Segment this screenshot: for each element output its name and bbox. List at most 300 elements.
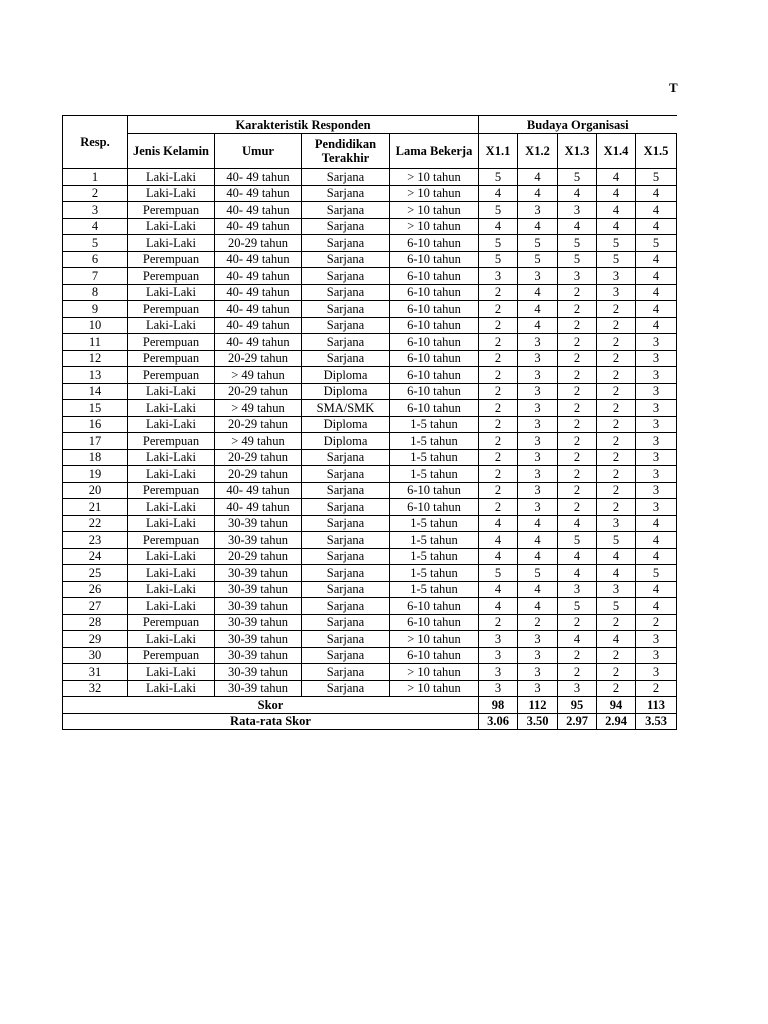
cell-jenis-kelamin: Laki-Laki <box>128 515 215 532</box>
cell-x1-2: 3 <box>518 466 558 483</box>
cell-lama-bekerja: 6-10 tahun <box>390 647 479 664</box>
header-umur: Umur <box>215 134 302 169</box>
cell-jenis-kelamin: Laki-Laki <box>128 548 215 565</box>
cell-x1-3: 4 <box>558 548 597 565</box>
cell-resp-number: 5 <box>63 235 128 252</box>
cell-jenis-kelamin: Laki-Laki <box>128 383 215 400</box>
cell-lama-bekerja: 6-10 tahun <box>390 301 479 318</box>
cell-x1-2: 4 <box>518 284 558 301</box>
header-pendidikan-line1: Pendidikan <box>314 137 377 151</box>
cell-x1-2: 3 <box>518 647 558 664</box>
cell-jenis-kelamin: Laki-Laki <box>128 664 215 681</box>
cell-pendidikan: Sarjana <box>302 251 390 268</box>
cell-pendidikan: Sarjana <box>302 482 390 499</box>
responden-table <box>62 115 677 730</box>
cell-resp-number: 29 <box>63 631 128 648</box>
cell-pendidikan: Sarjana <box>302 647 390 664</box>
cell-x1-5: 3 <box>636 334 677 351</box>
cell-pendidikan: SMA/SMK <box>302 400 390 417</box>
table-row <box>63 581 677 598</box>
cell-lama-bekerja: 1-5 tahun <box>390 433 479 450</box>
cell-x1-1: 4 <box>479 548 518 565</box>
cell-jenis-kelamin: Laki-Laki <box>128 317 215 334</box>
cell-pendidikan: Sarjana <box>302 350 390 367</box>
cell-pendidikan: Diploma <box>302 367 390 384</box>
cell-jenis-kelamin: Laki-Laki <box>128 218 215 235</box>
header-group-budaya: Budaya Organisasi <box>479 116 677 134</box>
cell-x1-1: 2 <box>479 350 518 367</box>
cell-x1-2: 5 <box>518 251 558 268</box>
cell-lama-bekerja: 6-10 tahun <box>390 268 479 285</box>
cell-x1-4: 4 <box>597 185 636 202</box>
cell-x1-1: 2 <box>479 499 518 516</box>
cell-lama-bekerja: 6-10 tahun <box>390 400 479 417</box>
cell-x1-2: 4 <box>518 548 558 565</box>
rata-x1-5: 3.53 <box>636 713 677 730</box>
cell-x1-4: 5 <box>597 532 636 549</box>
cell-pendidikan: Sarjana <box>302 614 390 631</box>
cell-x1-2: 4 <box>518 185 558 202</box>
cell-x1-1: 4 <box>479 218 518 235</box>
cell-x1-2: 3 <box>518 482 558 499</box>
cell-umur: 40- 49 tahun <box>215 185 302 202</box>
cell-x1-5: 3 <box>636 449 677 466</box>
cell-x1-1: 4 <box>479 185 518 202</box>
skor-label: Skor <box>63 697 479 714</box>
cell-lama-bekerja: 1-5 tahun <box>390 515 479 532</box>
cell-x1-5: 3 <box>636 466 677 483</box>
cell-jenis-kelamin: Laki-Laki <box>128 169 215 186</box>
cell-jenis-kelamin: Perempuan <box>128 350 215 367</box>
cell-umur: 40- 49 tahun <box>215 482 302 499</box>
table-row <box>63 482 677 499</box>
cell-lama-bekerja: 1-5 tahun <box>390 449 479 466</box>
cell-resp-number: 21 <box>63 499 128 516</box>
cell-x1-4: 4 <box>597 202 636 219</box>
cell-umur: 20-29 tahun <box>215 449 302 466</box>
cell-x1-5: 3 <box>636 499 677 516</box>
cell-resp-number: 1 <box>63 169 128 186</box>
cell-x1-3: 3 <box>558 680 597 697</box>
cell-resp-number: 3 <box>63 202 128 219</box>
table-row <box>63 235 677 252</box>
cell-x1-2: 3 <box>518 383 558 400</box>
cell-umur: 30-39 tahun <box>215 515 302 532</box>
cell-x1-4: 2 <box>597 400 636 417</box>
cell-x1-3: 2 <box>558 614 597 631</box>
cell-pendidikan: Sarjana <box>302 301 390 318</box>
cell-pendidikan: Sarjana <box>302 268 390 285</box>
cell-resp-number: 13 <box>63 367 128 384</box>
table-row <box>63 416 677 433</box>
cell-x1-4: 2 <box>597 367 636 384</box>
cell-x1-3: 2 <box>558 416 597 433</box>
cell-x1-5: 3 <box>636 400 677 417</box>
rata-x1-2: 3.50 <box>518 713 558 730</box>
table-row <box>63 466 677 483</box>
cell-x1-1: 3 <box>479 268 518 285</box>
cell-pendidikan: Sarjana <box>302 565 390 582</box>
cell-x1-3: 5 <box>558 598 597 615</box>
cell-x1-1: 2 <box>479 449 518 466</box>
cell-x1-1: 2 <box>479 367 518 384</box>
table-row <box>63 532 677 549</box>
cell-lama-bekerja: 6-10 tahun <box>390 350 479 367</box>
cell-resp-number: 15 <box>63 400 128 417</box>
cell-lama-bekerja: 1-5 tahun <box>390 581 479 598</box>
cell-resp-number: 31 <box>63 664 128 681</box>
cell-x1-5: 2 <box>636 680 677 697</box>
header-pendidikan-line2: Terakhir <box>321 151 370 165</box>
skor-x1-2: 112 <box>518 697 558 714</box>
cell-x1-4: 2 <box>597 433 636 450</box>
cell-x1-4: 4 <box>597 548 636 565</box>
cell-pendidikan: Sarjana <box>302 284 390 301</box>
cell-pendidikan: Sarjana <box>302 449 390 466</box>
cell-x1-1: 2 <box>479 317 518 334</box>
cell-x1-5: 4 <box>636 598 677 615</box>
cell-x1-5: 3 <box>636 664 677 681</box>
rata-x1-1: 3.06 <box>479 713 518 730</box>
cell-lama-bekerja: 6-10 tahun <box>390 334 479 351</box>
cell-umur: 20-29 tahun <box>215 466 302 483</box>
cell-x1-5: 4 <box>636 317 677 334</box>
table-row <box>63 680 677 697</box>
cell-x1-5: 5 <box>636 235 677 252</box>
cell-x1-1: 2 <box>479 284 518 301</box>
cell-x1-4: 4 <box>597 631 636 648</box>
cell-x1-2: 4 <box>518 581 558 598</box>
cell-x1-3: 2 <box>558 301 597 318</box>
header-resp: Resp. <box>63 116 128 169</box>
cell-x1-5: 4 <box>636 301 677 318</box>
cell-jenis-kelamin: Laki-Laki <box>128 416 215 433</box>
cell-umur: 30-39 tahun <box>215 565 302 582</box>
cell-jenis-kelamin: Perempuan <box>128 268 215 285</box>
cell-x1-3: 2 <box>558 350 597 367</box>
cell-x1-5: 5 <box>636 565 677 582</box>
cell-x1-5: 2 <box>636 614 677 631</box>
cell-jenis-kelamin: Laki-Laki <box>128 449 215 466</box>
cell-x1-1: 4 <box>479 532 518 549</box>
cell-x1-2: 3 <box>518 268 558 285</box>
cell-resp-number: 4 <box>63 218 128 235</box>
cell-lama-bekerja: > 10 tahun <box>390 169 479 186</box>
cell-resp-number: 2 <box>63 185 128 202</box>
cell-x1-2: 3 <box>518 433 558 450</box>
cell-x1-1: 2 <box>479 482 518 499</box>
cell-x1-3: 2 <box>558 367 597 384</box>
cell-x1-2: 5 <box>518 565 558 582</box>
cell-pendidikan: Sarjana <box>302 202 390 219</box>
cell-x1-3: 2 <box>558 284 597 301</box>
cell-x1-1: 4 <box>479 515 518 532</box>
cell-pendidikan: Sarjana <box>302 499 390 516</box>
table-row <box>63 301 677 318</box>
cell-x1-4: 2 <box>597 334 636 351</box>
cell-x1-2: 3 <box>518 416 558 433</box>
table-row <box>63 350 677 367</box>
cell-x1-5: 3 <box>636 482 677 499</box>
cell-x1-2: 3 <box>518 499 558 516</box>
cell-lama-bekerja: 6-10 tahun <box>390 598 479 615</box>
table-row <box>63 548 677 565</box>
cell-x1-2: 4 <box>518 598 558 615</box>
table-row <box>63 433 677 450</box>
cell-x1-3: 5 <box>558 235 597 252</box>
cell-x1-3: 3 <box>558 581 597 598</box>
cell-x1-4: 2 <box>597 664 636 681</box>
cell-umur: 40- 49 tahun <box>215 251 302 268</box>
skor-row <box>63 697 677 714</box>
cell-umur: 30-39 tahun <box>215 647 302 664</box>
cell-x1-3: 4 <box>558 631 597 648</box>
cell-x1-5: 4 <box>636 218 677 235</box>
cell-x1-1: 2 <box>479 301 518 318</box>
cell-x1-1: 2 <box>479 466 518 483</box>
cell-umur: 40- 49 tahun <box>215 218 302 235</box>
cell-jenis-kelamin: Perempuan <box>128 202 215 219</box>
cell-x1-4: 2 <box>597 449 636 466</box>
cell-x1-4: 2 <box>597 482 636 499</box>
cell-resp-number: 9 <box>63 301 128 318</box>
cell-lama-bekerja: 6-10 tahun <box>390 251 479 268</box>
cell-lama-bekerja: > 10 tahun <box>390 631 479 648</box>
cell-x1-2: 4 <box>518 317 558 334</box>
cell-x1-4: 4 <box>597 565 636 582</box>
cell-x1-3: 2 <box>558 400 597 417</box>
table-row <box>63 268 677 285</box>
header-x1-3: X1.3 <box>558 134 597 169</box>
cell-x1-4: 5 <box>597 235 636 252</box>
cell-jenis-kelamin: Perempuan <box>128 433 215 450</box>
table-row <box>63 400 677 417</box>
cell-jenis-kelamin: Laki-Laki <box>128 400 215 417</box>
cell-lama-bekerja: 1-5 tahun <box>390 466 479 483</box>
cell-x1-2: 3 <box>518 202 558 219</box>
cell-x1-5: 3 <box>636 383 677 400</box>
cell-x1-3: 2 <box>558 466 597 483</box>
cell-lama-bekerja: 1-5 tahun <box>390 565 479 582</box>
cell-resp-number: 32 <box>63 680 128 697</box>
cell-x1-4: 2 <box>597 680 636 697</box>
cell-umur: 40- 49 tahun <box>215 268 302 285</box>
cell-umur: 30-39 tahun <box>215 664 302 681</box>
header-x1-5: X1.5 <box>636 134 677 169</box>
cell-lama-bekerja: 1-5 tahun <box>390 532 479 549</box>
cell-jenis-kelamin: Perempuan <box>128 647 215 664</box>
cell-x1-5: 4 <box>636 284 677 301</box>
cell-x1-3: 2 <box>558 334 597 351</box>
cell-resp-number: 14 <box>63 383 128 400</box>
skor-x1-4: 94 <box>597 697 636 714</box>
table-row <box>63 251 677 268</box>
cell-resp-number: 11 <box>63 334 128 351</box>
cell-x1-5: 3 <box>636 631 677 648</box>
header-x1-4: X1.4 <box>597 134 636 169</box>
cell-x1-1: 5 <box>479 202 518 219</box>
cell-jenis-kelamin: Laki-Laki <box>128 284 215 301</box>
cell-resp-number: 24 <box>63 548 128 565</box>
cell-x1-3: 2 <box>558 482 597 499</box>
cell-pendidikan: Sarjana <box>302 317 390 334</box>
cell-x1-5: 4 <box>636 202 677 219</box>
cell-x1-1: 5 <box>479 235 518 252</box>
cell-x1-3: 2 <box>558 664 597 681</box>
cell-x1-1: 2 <box>479 433 518 450</box>
rata-rata-label: Rata-rata Skor <box>63 713 479 730</box>
cell-x1-2: 4 <box>518 532 558 549</box>
cell-lama-bekerja: > 10 tahun <box>390 185 479 202</box>
cell-resp-number: 6 <box>63 251 128 268</box>
cell-x1-1: 2 <box>479 400 518 417</box>
cell-x1-1: 5 <box>479 251 518 268</box>
cell-lama-bekerja: 6-10 tahun <box>390 482 479 499</box>
cell-resp-number: 19 <box>63 466 128 483</box>
cell-x1-3: 4 <box>558 565 597 582</box>
table-row <box>63 614 677 631</box>
cell-pendidikan: Sarjana <box>302 515 390 532</box>
cell-lama-bekerja: 6-10 tahun <box>390 383 479 400</box>
header-x1-2: X1.2 <box>518 134 558 169</box>
cell-x1-4: 2 <box>597 317 636 334</box>
cell-jenis-kelamin: Laki-Laki <box>128 581 215 598</box>
table-row <box>63 367 677 384</box>
cell-x1-3: 2 <box>558 449 597 466</box>
cell-umur: 30-39 tahun <box>215 680 302 697</box>
cell-x1-4: 2 <box>597 383 636 400</box>
cell-x1-2: 3 <box>518 664 558 681</box>
table-row <box>63 202 677 219</box>
cell-x1-3: 2 <box>558 317 597 334</box>
page-letter: T <box>669 80 678 95</box>
cell-x1-4: 5 <box>597 251 636 268</box>
table-row <box>63 515 677 532</box>
cell-x1-3: 4 <box>558 185 597 202</box>
table-row <box>63 647 677 664</box>
cell-x1-4: 2 <box>597 499 636 516</box>
cell-jenis-kelamin: Perempuan <box>128 251 215 268</box>
cell-pendidikan: Sarjana <box>302 548 390 565</box>
header-group-karakteristik: Karakteristik Responden <box>128 116 479 134</box>
cell-x1-1: 2 <box>479 614 518 631</box>
table-row <box>63 598 677 615</box>
table-row <box>63 664 677 681</box>
cell-x1-4: 3 <box>597 268 636 285</box>
cell-lama-bekerja: > 10 tahun <box>390 680 479 697</box>
cell-lama-bekerja: > 10 tahun <box>390 664 479 681</box>
cell-lama-bekerja: > 10 tahun <box>390 202 479 219</box>
cell-lama-bekerja: 6-10 tahun <box>390 614 479 631</box>
table-row <box>63 317 677 334</box>
cell-x1-3: 5 <box>558 169 597 186</box>
cell-x1-4: 4 <box>597 169 636 186</box>
cell-x1-2: 3 <box>518 334 558 351</box>
cell-x1-2: 3 <box>518 350 558 367</box>
cell-pendidikan: Diploma <box>302 383 390 400</box>
cell-x1-3: 2 <box>558 647 597 664</box>
cell-pendidikan: Sarjana <box>302 466 390 483</box>
table-row <box>63 185 677 202</box>
cell-lama-bekerja: > 10 tahun <box>390 218 479 235</box>
cell-x1-4: 2 <box>597 416 636 433</box>
cell-lama-bekerja: 6-10 tahun <box>390 235 479 252</box>
cell-umur: 40- 49 tahun <box>215 334 302 351</box>
cell-umur: 30-39 tahun <box>215 598 302 615</box>
cell-x1-2: 5 <box>518 235 558 252</box>
cell-resp-number: 26 <box>63 581 128 598</box>
cell-x1-2: 3 <box>518 367 558 384</box>
cell-umur: 20-29 tahun <box>215 350 302 367</box>
cell-lama-bekerja: 6-10 tahun <box>390 317 479 334</box>
cell-x1-1: 3 <box>479 631 518 648</box>
cell-x1-4: 2 <box>597 350 636 367</box>
cell-umur: > 49 tahun <box>215 400 302 417</box>
cell-jenis-kelamin: Laki-Laki <box>128 565 215 582</box>
cell-pendidikan: Sarjana <box>302 334 390 351</box>
cell-resp-number: 25 <box>63 565 128 582</box>
cell-lama-bekerja: 6-10 tahun <box>390 499 479 516</box>
cell-x1-3: 5 <box>558 532 597 549</box>
cell-x1-5: 4 <box>636 581 677 598</box>
cell-x1-1: 5 <box>479 565 518 582</box>
cell-x1-5: 5 <box>636 169 677 186</box>
cell-x1-3: 2 <box>558 383 597 400</box>
cell-jenis-kelamin: Laki-Laki <box>128 598 215 615</box>
cell-jenis-kelamin: Perempuan <box>128 614 215 631</box>
table-row <box>63 449 677 466</box>
cell-pendidikan: Sarjana <box>302 185 390 202</box>
cell-umur: 20-29 tahun <box>215 548 302 565</box>
cell-jenis-kelamin: Laki-Laki <box>128 680 215 697</box>
cell-resp-number: 22 <box>63 515 128 532</box>
cell-resp-number: 7 <box>63 268 128 285</box>
cell-x1-2: 4 <box>518 301 558 318</box>
cell-jenis-kelamin: Laki-Laki <box>128 466 215 483</box>
cell-pendidikan: Sarjana <box>302 664 390 681</box>
cell-umur: 40- 49 tahun <box>215 317 302 334</box>
cell-umur: 30-39 tahun <box>215 631 302 648</box>
cell-x1-4: 2 <box>597 614 636 631</box>
cell-resp-number: 23 <box>63 532 128 549</box>
cell-x1-2: 4 <box>518 515 558 532</box>
cell-pendidikan: Sarjana <box>302 581 390 598</box>
cell-pendidikan: Sarjana <box>302 598 390 615</box>
table-row <box>63 631 677 648</box>
cell-x1-3: 2 <box>558 433 597 450</box>
header-pendidikan <box>302 134 390 169</box>
cell-umur: 20-29 tahun <box>215 416 302 433</box>
cell-jenis-kelamin: Perempuan <box>128 532 215 549</box>
cell-resp-number: 16 <box>63 416 128 433</box>
skor-x1-1: 98 <box>479 697 518 714</box>
cell-x1-2: 3 <box>518 680 558 697</box>
cell-x1-1: 5 <box>479 169 518 186</box>
cell-x1-2: 3 <box>518 449 558 466</box>
cell-x1-3: 5 <box>558 251 597 268</box>
cell-umur: 30-39 tahun <box>215 581 302 598</box>
cell-x1-5: 3 <box>636 367 677 384</box>
table-row <box>63 499 677 516</box>
cell-umur: > 49 tahun <box>215 433 302 450</box>
rata-x1-4: 2.94 <box>597 713 636 730</box>
header-x1-1: X1.1 <box>479 134 518 169</box>
cell-resp-number: 20 <box>63 482 128 499</box>
cell-x1-5: 3 <box>636 350 677 367</box>
cell-lama-bekerja: 6-10 tahun <box>390 284 479 301</box>
cell-x1-1: 2 <box>479 383 518 400</box>
table-row <box>63 169 677 186</box>
